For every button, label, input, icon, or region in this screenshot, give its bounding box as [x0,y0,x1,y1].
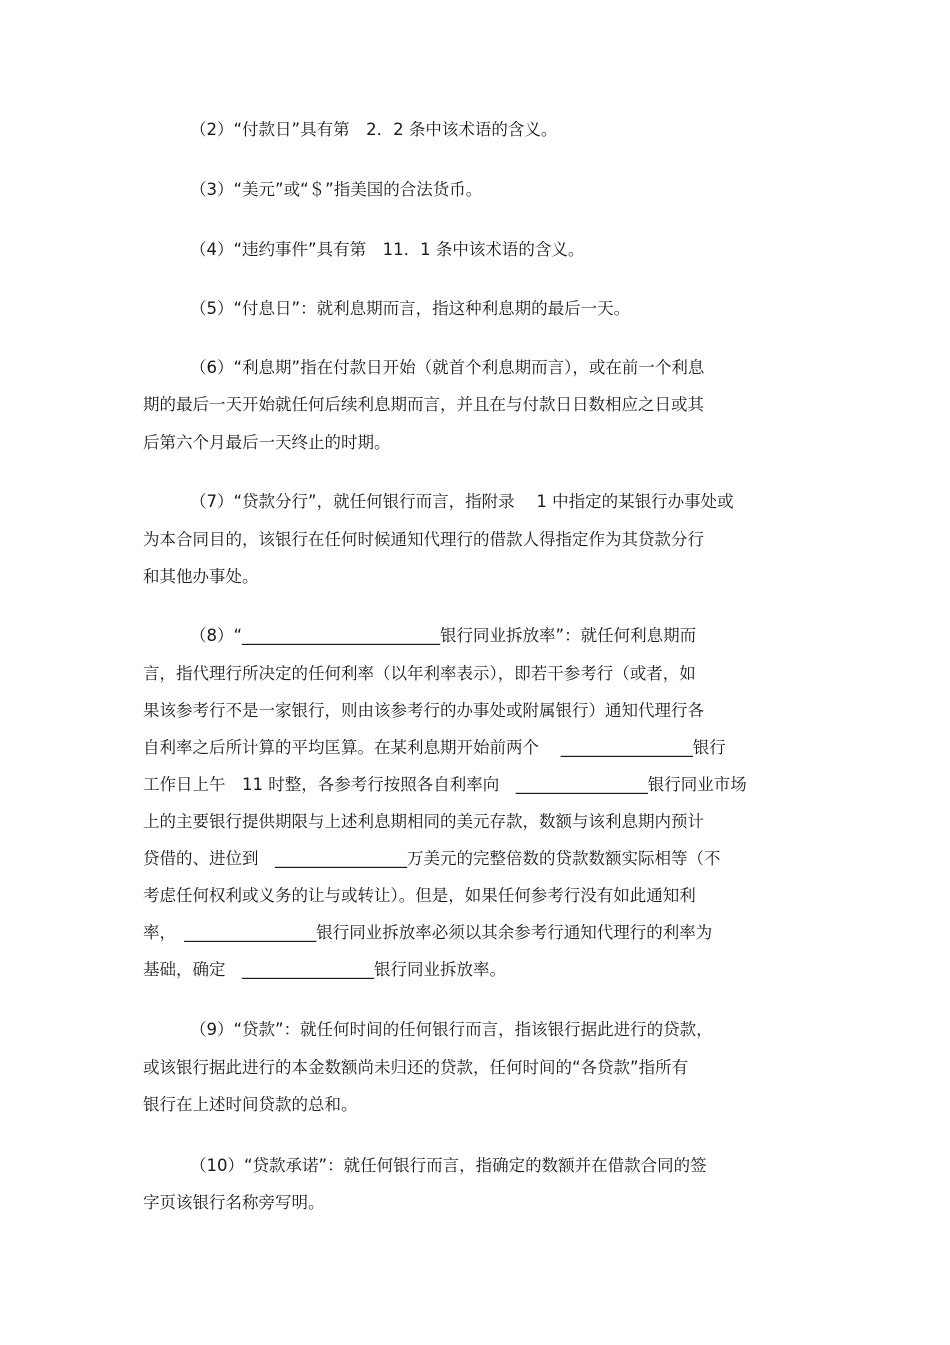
clause-5-line-1: （5）“付息日”：就利息期而言，指这种利息期的最后一天。 [190,299,631,318]
clause-8-line-9: 率， ________________银行同业拆放率必须以其余参考行通知代理行的利率为 [143,923,713,942]
clause-8-line-5: 工作日上午 11 时整，各参考行按照各自利率向 ________________银行同业市场 [143,775,747,794]
clause-8-line-6: 上的主要银行提供期限与上述利息期相同的美元存款，数额与该利息期内预计 [143,812,704,831]
clause-7-line-1: （7）“贷款分行”，就任何银行而言，指附录 1 中指定的某银行办事处或 [190,492,734,511]
clause-2-line-1: （2）“付款日”具有第 2．2 条中该术语的含义。 [190,120,558,139]
clause-10-line-1: （10）“贷款承诺”：就任何银行而言，指确定的数额并在借款合同的签 [190,1156,707,1175]
clause-9-line-1: （9）“贷款”：就任何时间的任何银行而言，指该银行据此进行的贷款， [190,1020,713,1039]
clause-3-line-1: （3）“美元”或“＄”指美国的合法货币。 [190,180,483,199]
clause-7-line-3: 和其他办事处。 [143,567,259,586]
clause-6-line-3: 后第六个月最后一天终止的时期。 [143,433,391,452]
clause-6-line-1: （6）“利息期”指在付款日开始（就首个利息期而言），或在前一个利息 [190,358,705,377]
clause-9-line-3: 银行在上述时间贷款的总和。 [143,1095,358,1114]
clause-8-line-1: （8）“________________________银行同业拆放率”：就任何利息期而 [190,626,697,645]
clause-4-line-1: （4）“违约事件”具有第 11．1 条中该术语的含义。 [190,240,585,259]
clause-8-line-3: 果该参考行不是一家银行，则由该参考行的办事处或附属银行）通知代理行各 [143,701,704,720]
clause-6-line-2: 期的最后一天开始就任何后续利息期而言，并且在与付款日日数相应之日或其 [143,395,704,414]
clause-8-line-7: 贷借的、进位到 ________________万美元的完整倍数的贷款数额实际相等（不 [143,849,721,868]
clause-8-line-2: 言，指代理行所决定的任何利率（以年利率表示），即若干参考行（或者，如 [143,664,696,683]
clause-8-line-4: 自利率之后所计算的平均匡算。在某利息期开始前两个 ________________银行 [143,738,726,757]
clause-8-line-8: 考虑任何权利或义务的让与或转让）。但是，如果任何参考行没有如此通知利 [143,886,696,905]
clause-10-line-2: 字页该银行名称旁写明。 [143,1193,325,1212]
clause-8-line-10: 基础，确定 ________________银行同业拆放率。 [143,960,506,979]
clause-7-line-2: 为本合同目的，该银行在任何时候通知代理行的借款人得指定作为其贷款分行 [143,530,704,549]
clause-9-line-2: 或该银行据此进行的本金数额尚未归还的贷款，任何时间的“各贷款”指所有 [143,1058,689,1077]
